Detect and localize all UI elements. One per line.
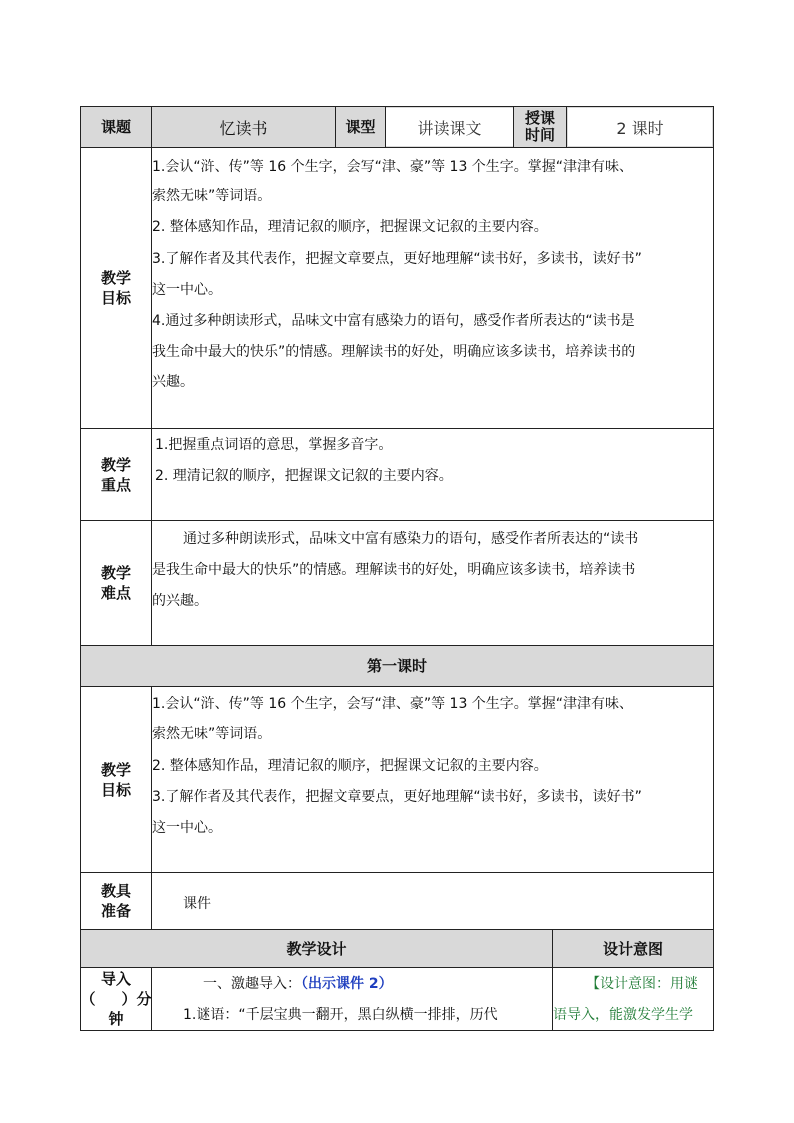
intent-line: 语导入，能激发学生学 (553, 1007, 693, 1023)
time-value: 2 课时 (616, 118, 664, 138)
lesson-goals-label (81, 687, 151, 872)
difficulty-line: 是我生命中最大的快乐”的情感。理解读书的好处，明确应该多读书，培养读书 (152, 562, 636, 578)
goals-line: 我生命中最大的快乐”的情感。理解读书的好处，明确应该多读书，培养读书的 (152, 344, 636, 360)
time-label (514, 107, 566, 147)
type-value: 讲读课文 (417, 118, 482, 138)
key-points-label-line-2: 重点 (100, 475, 131, 494)
lesson-goal-line: 这一中心。 (152, 820, 222, 836)
lesson-goals-label-line-2: 目标 (100, 780, 131, 799)
riddle-line: 1.谜语：“千层宝典一翻开，黑白纵横一排排，历代 (183, 1007, 498, 1023)
intro-label-line-2: （ ）分 (80, 990, 152, 1008)
difficulties-label (81, 521, 151, 645)
intro-step-title: 一、激趣导入： (203, 976, 301, 992)
difficulties-label-line-2: 难点 (100, 584, 131, 602)
goals-line: 这一中心。 (152, 282, 222, 298)
time-label-line-2: 时间 (524, 126, 555, 144)
goals-line: 1.会认“浒、传”等 16 个生字，会写“津、豪”等 13 个生字。掌握“津津有味、 (152, 159, 634, 175)
intent-line: 【设计意图：用谜 (586, 976, 698, 992)
time-label-line-1: 授课 (524, 109, 555, 127)
goals-line: 兴趣。 (152, 374, 194, 390)
intro-label (81, 968, 151, 1030)
lesson-goal-line: 2. 整体感知作品，理清记叙的顺序，把握课文记叙的主要内容。 (152, 758, 548, 774)
lesson-goals-label-line-1: 教学 (100, 760, 131, 779)
goals-line: 3.了解作者及其代表作，把握文章要点，更好地理解“读书好，多读书，读好书” (152, 251, 642, 267)
difficulty-line: 的兴趣。 (152, 593, 208, 609)
goals-label (81, 148, 151, 428)
key-point-line: 2. 理清记叙的顺序，把握课文记叙的主要内容。 (155, 468, 453, 484)
show-slide-note: （出示课件 2） (301, 976, 393, 992)
lesson-goal-line: 索然无味”等词语。 (152, 726, 272, 742)
tools-label-line-1: 教具 (100, 882, 131, 900)
goals-line: 4.通过多种朗读形式，品味文中富有感染力的语句，感受作者所表达的“读书是 (152, 313, 635, 329)
type-label: 课型 (345, 118, 376, 136)
difficulties-label-line-1: 教学 (100, 564, 131, 582)
goals-line: 索然无味”等词语。 (152, 188, 272, 204)
lesson-goal-line: 1.会认“浒、传”等 16 个生字，会写“津、豪”等 13 个生字。掌握“津津有味、 (152, 696, 634, 712)
intent-column-header: 设计意图 (602, 939, 663, 958)
intro-step-heading (203, 974, 393, 994)
intro-label-line-1: 导入 (100, 970, 131, 988)
tools-value: 课件 (183, 896, 211, 912)
key-point-line: 1.把握重点词语的意思，掌握多音字。 (155, 437, 393, 453)
goals-line: 2. 整体感知作品，理清记叙的顺序，把握课文记叙的主要内容。 (152, 219, 548, 235)
goals-label-line-1: 教学 (100, 269, 131, 287)
course-label: 课题 (100, 118, 131, 136)
key-points-label-line-1: 教学 (100, 455, 131, 474)
course-title: 忆读书 (219, 118, 268, 138)
intro-label-line-3: 钟 (108, 1010, 124, 1028)
lesson-goal-line: 3.了解作者及其代表作，把握文章要点，更好地理解“读书好，多读书，读好书” (152, 789, 642, 805)
tools-label (81, 873, 151, 929)
first-lesson-title: 第一课时 (366, 657, 427, 675)
tools-label-line-2: 准备 (100, 902, 131, 920)
goals-label-line-2: 目标 (100, 289, 131, 307)
difficulty-line: 通过多种朗读形式，品味文中富有感染力的语句，感受作者所表达的“读书 (183, 531, 639, 547)
key-points-label (81, 429, 151, 520)
design-column-header: 教学设计 (286, 939, 347, 958)
